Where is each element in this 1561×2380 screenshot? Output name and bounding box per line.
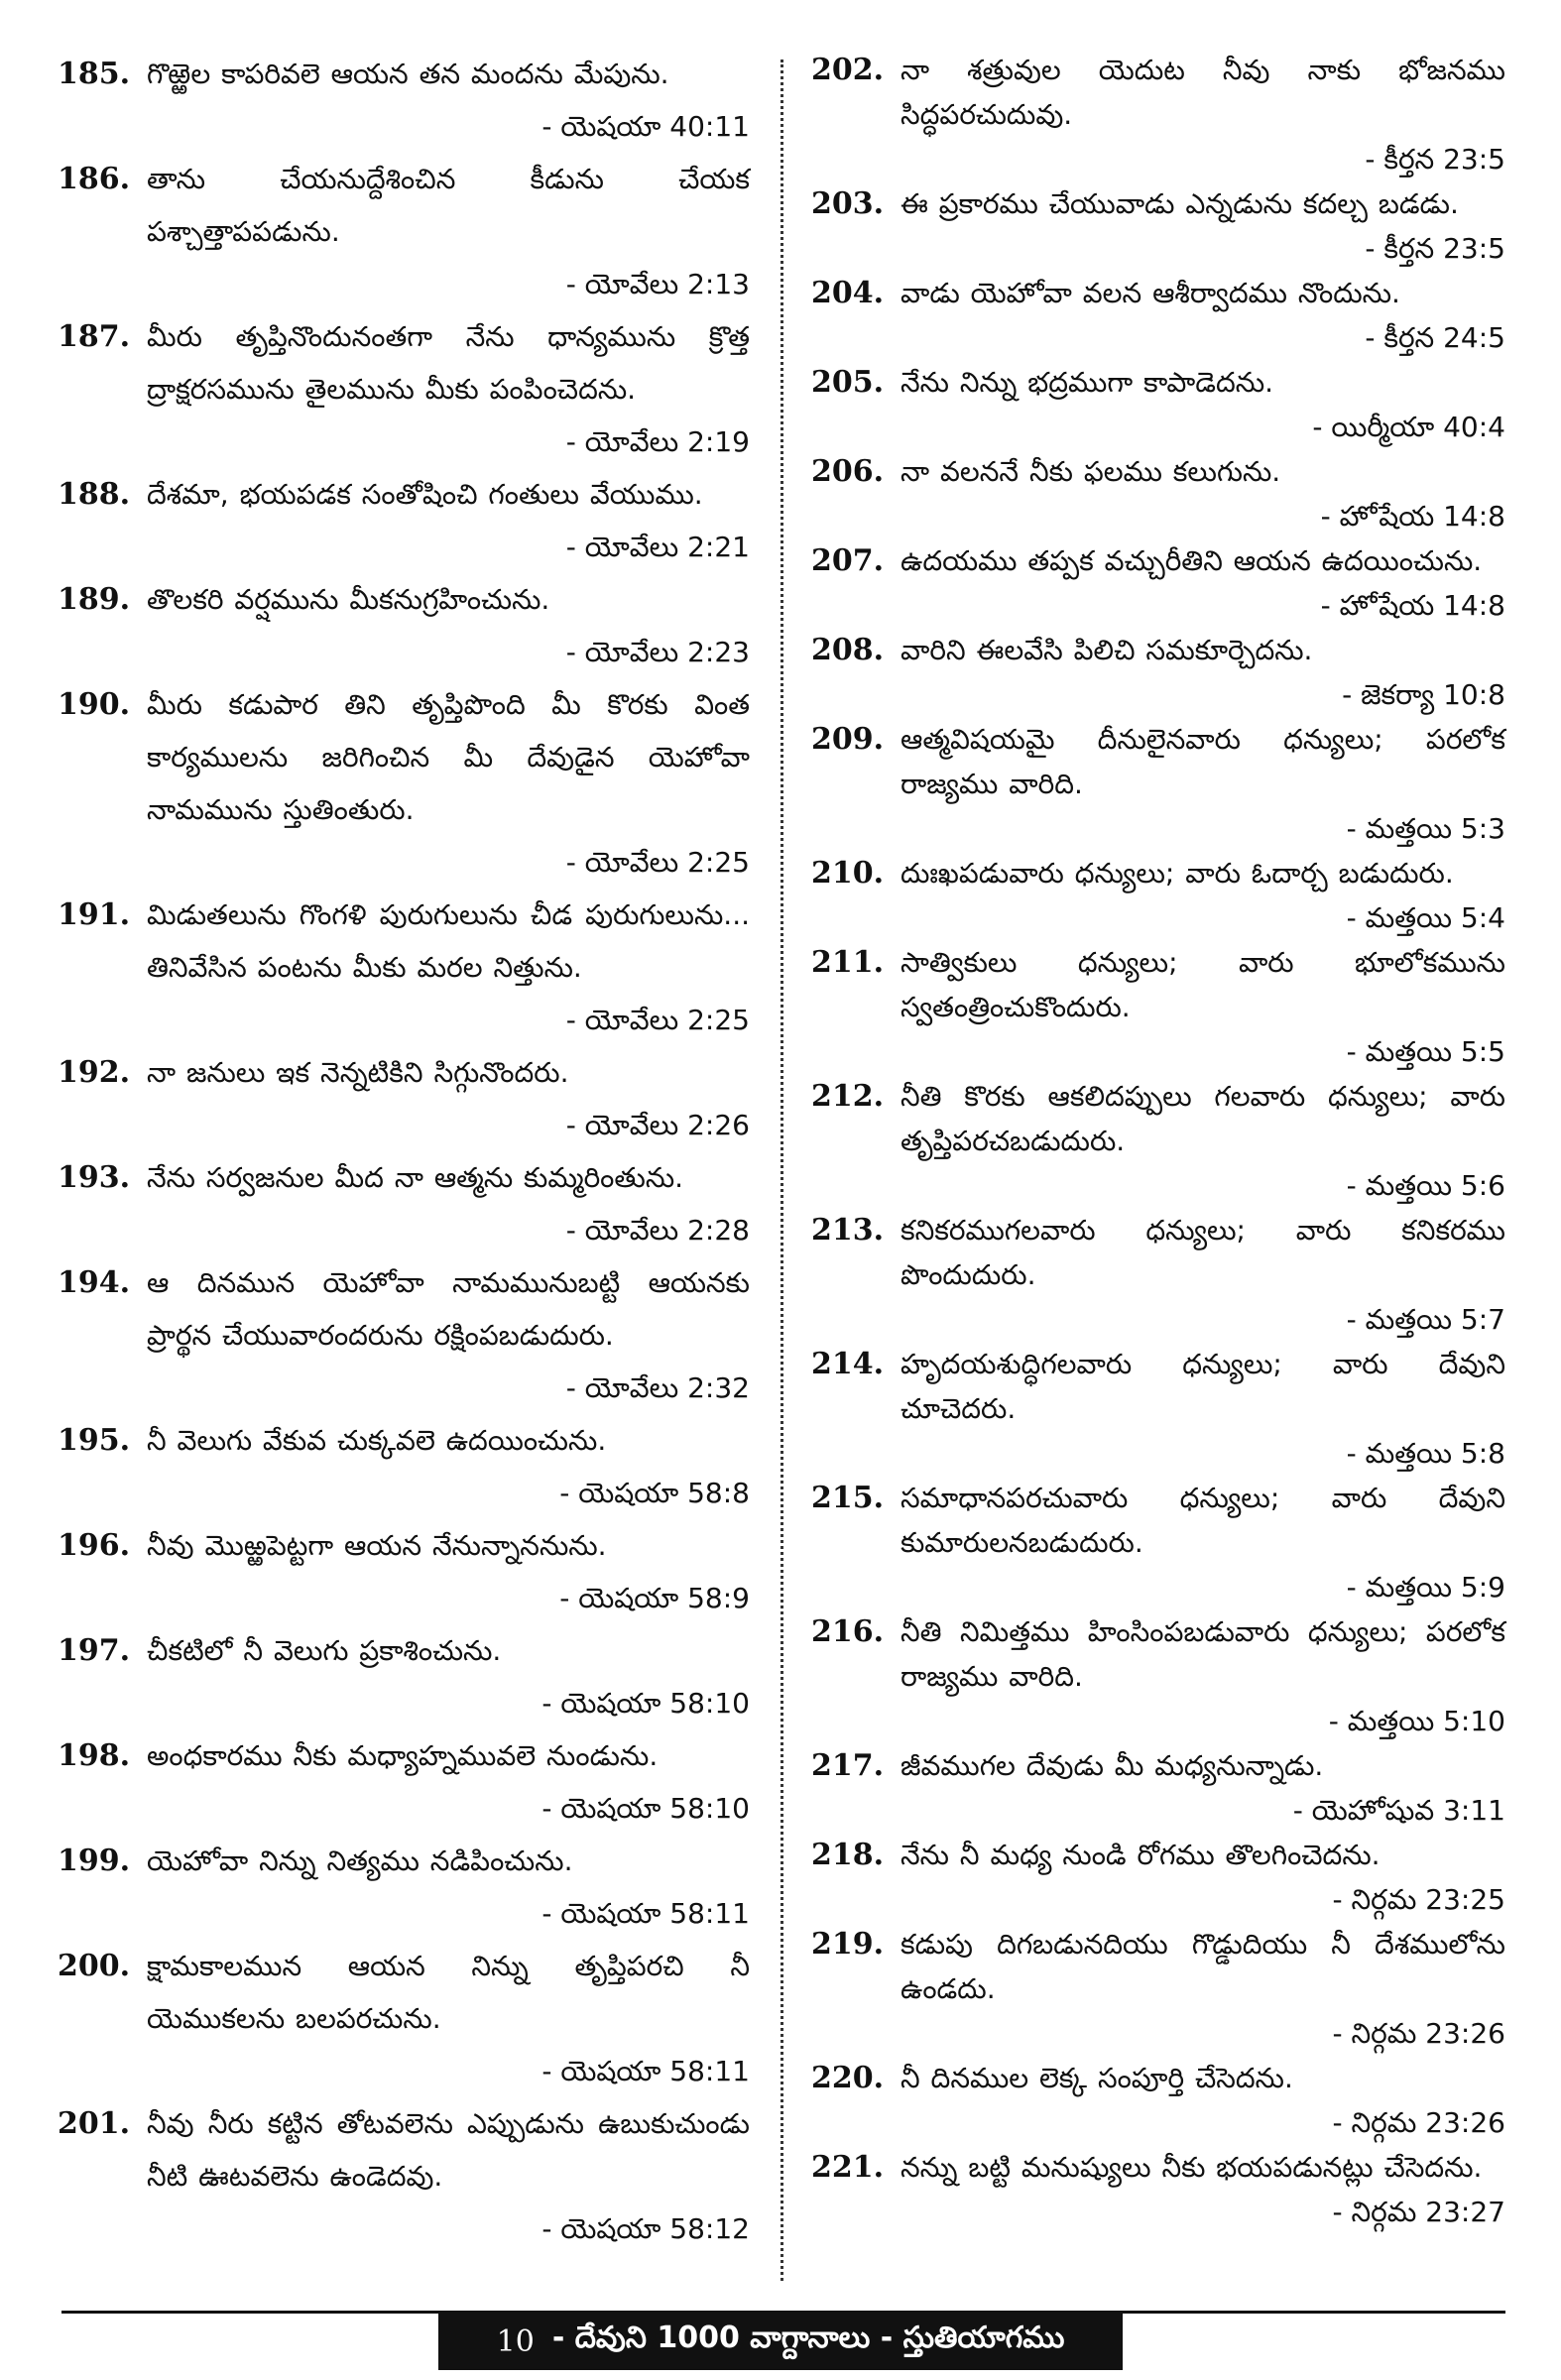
verse-text: వారిని ఈలవేసి పిలిచి సమకూర్చెదను. [901, 634, 1313, 666]
verse-text: వాడు యెహోవా వలన ఆశీర్వాదము నొందును. [901, 277, 1400, 309]
scripture-reference: - మత్తయి 5:5 [1346, 1035, 1505, 1068]
verse-number: 198. [58, 1738, 131, 1773]
verse-number: 207. [811, 543, 885, 578]
verse-entry [58, 48, 750, 153]
verse-text: తాను చేయనుద్దేశించిన కీడును చేయక పశ్చాత్తాపపడును. [147, 163, 750, 248]
verse-number: 190. [58, 687, 131, 722]
verse-row [58, 1940, 750, 2097]
verse-body [901, 360, 1505, 449]
verse-text: కనికరముగలవారు ధన్యులు; వారు కనికరము పొందుదురు. [901, 1214, 1505, 1291]
verse-entry [58, 889, 750, 1046]
scripture-reference: - యోవేలు 2:25 [565, 1004, 750, 1036]
scripture-reference: - మత్తయి 5:10 [1328, 1705, 1505, 1737]
verse-text: తొలకరి వర్షమును మీకనుగ్రహించును. [147, 583, 550, 616]
verse-number: 212. [811, 1079, 885, 1114]
verse-entry [58, 573, 750, 678]
verse-body [901, 48, 1505, 181]
verse-number: 193. [58, 1160, 131, 1195]
scripture-reference: - యెషయా 40:11 [541, 110, 750, 143]
verse-entry [58, 1046, 750, 1151]
verse-row [58, 1256, 750, 1414]
verse-row [811, 449, 1505, 538]
verse-body [901, 940, 1505, 1074]
verse-row [58, 310, 750, 468]
column-divider [780, 60, 783, 2281]
left-column [58, 48, 750, 2255]
verse-number: 203. [811, 186, 885, 221]
verse-entry [811, 538, 1505, 628]
verse-row [58, 468, 750, 573]
verse-body [147, 573, 750, 678]
verse-body [901, 2056, 1505, 2145]
verse-text: సాత్వికులు ధన్యులు; వారు భూలోకమును స్వతంత్రించుకొందురు. [901, 946, 1505, 1023]
verse-body [147, 1729, 750, 1835]
verse-number: 210. [811, 856, 885, 891]
verse-body [147, 1151, 750, 1256]
scripture-reference: - యెషయా 58:12 [541, 2212, 750, 2245]
verse-body [147, 468, 750, 573]
verse-entry [58, 1940, 750, 2097]
verse-body [147, 1519, 750, 1624]
scripture-reference: - మత్తయి 5:4 [1346, 901, 1505, 934]
verse-entry [58, 310, 750, 468]
verse-text: దేశమా, భయపడక సంతోషించి గంతులు వేయుము. [147, 478, 703, 511]
verse-entry [811, 1342, 1505, 1476]
verse-number: 192. [58, 1055, 131, 1090]
verse-number: 220. [811, 2061, 885, 2095]
verse-number: 219. [811, 1927, 885, 1962]
verse-body [901, 1609, 1505, 1743]
verse-body [147, 1046, 750, 1151]
verse-entry [811, 1074, 1505, 1208]
verse-row [58, 1414, 750, 1519]
scripture-reference: - యోవేలు 2:25 [565, 846, 750, 879]
scripture-reference: - నిర్గమ 23:25 [1332, 1883, 1505, 1916]
verse-number: 194. [58, 1265, 131, 1300]
verse-text: జీవముగల దేవుడు మీ మధ్యనున్నాడు. [901, 1749, 1324, 1782]
verse-number: 215. [811, 1481, 885, 1515]
verse-row [811, 1476, 1505, 1609]
verse-body [147, 1835, 750, 1940]
verse-text: నీతి నిమిత్తము హింసింపబడువారు ధన్యులు; పరలోక రాజ్యము వారిది. [901, 1615, 1505, 1693]
verse-body [901, 628, 1505, 717]
verse-entry [811, 1208, 1505, 1342]
scripture-reference: - మత్తయి 5:8 [1346, 1437, 1505, 1470]
verse-number: 218. [811, 1838, 885, 1872]
scripture-reference: - నిర్గమ 23:26 [1332, 2106, 1505, 2139]
verse-text: క్షామకాలమున ఆయన నిన్ను తృప్తిపరచి నీ యెముకలను బలపరచును. [147, 1950, 750, 2035]
scripture-reference: - కీర్తన 24:5 [1365, 321, 1505, 354]
verse-entry [811, 1743, 1505, 1833]
verse-body [147, 153, 750, 310]
verse-entry [58, 153, 750, 310]
verse-row [811, 360, 1505, 449]
scripture-reference: - యోవేలు 2:28 [565, 1214, 750, 1247]
verse-row [811, 1208, 1505, 1342]
scripture-reference: - మత్తయి 5:7 [1346, 1303, 1505, 1336]
verse-number: 217. [811, 1748, 885, 1783]
verse-text: అంధకారము నీకు మధ్యాహ్నమువలె నుండును. [147, 1739, 659, 1772]
verse-text: ఆత్మవిషయమై దీనులైనవారు ధన్యులు; పరలోక రాజ్యము వారిది. [901, 723, 1505, 800]
verse-number: 187. [58, 319, 131, 354]
verse-body [901, 1743, 1505, 1833]
verse-entry [811, 360, 1505, 449]
verse-row [58, 889, 750, 1046]
verse-number: 216. [811, 1614, 885, 1649]
verse-row [58, 1151, 750, 1256]
verse-number: 189. [58, 582, 131, 617]
verse-text: హృదయశుద్ధిగలవారు ధన్యులు; వారు దేవుని చూచెదరు. [901, 1348, 1505, 1425]
verse-body [901, 1074, 1505, 1208]
verse-body [901, 1342, 1505, 1476]
verse-text: నా వలననే నీకు ఫలము కలుగును. [901, 455, 1281, 488]
verse-row [811, 2056, 1505, 2145]
scripture-reference: - నిర్గమ 23:27 [1332, 2196, 1505, 2228]
verse-body [147, 1414, 750, 1519]
verse-text: గొఱ్ఱెల కాపరివలె ఆయన తన మందను మేపును. [147, 58, 669, 90]
verse-number: 202. [811, 53, 885, 87]
page-number: 10 [496, 2323, 535, 2359]
verse-number: 211. [811, 945, 885, 980]
verse-entry [811, 717, 1505, 851]
verse-body [147, 889, 750, 1046]
scripture-reference: - యోవేలు 2:21 [565, 531, 750, 563]
verse-number: 200. [58, 1949, 131, 1983]
verse-entry [811, 48, 1505, 181]
verse-number: 201. [58, 2106, 131, 2141]
verse-text: మీరు కడుపార తిని తృప్తిపొంది మీ కొరకు వింత కార్యములను జరిగించిన మీ దేవుడైన యెహోవా నామమును స్తుతింతురు. [147, 688, 750, 826]
verse-number: 195. [58, 1423, 131, 1458]
verse-text: నా శత్రువుల యెదుట నీవు నాకు భోజనము సిద్ధపరచుదువు. [901, 54, 1505, 131]
verse-entry [58, 2097, 750, 2255]
verse-text: ఉదయము తప్పక వచ్చురీతిని ఆయన ఉదయించును. [901, 544, 1483, 577]
verse-entry [811, 940, 1505, 1074]
scripture-reference: - యెషయా 58:11 [541, 2055, 750, 2087]
verse-number: 191. [58, 897, 131, 932]
verse-body [147, 1624, 750, 1729]
scripture-reference: - యోవేలు 2:32 [565, 1371, 750, 1404]
verse-text: చీకటిలో నీ వెలుగు ప్రకాశించును. [147, 1634, 502, 1667]
verse-entry [811, 2056, 1505, 2145]
scripture-reference: - మత్తయి 5:9 [1346, 1571, 1505, 1604]
verse-number: 185. [58, 57, 131, 91]
verse-row [811, 1833, 1505, 1922]
verse-body [147, 1256, 750, 1414]
verse-number: 213. [811, 1213, 885, 1248]
verse-number: 209. [811, 722, 885, 757]
scripture-reference: - జెకర్యా 10:8 [1342, 678, 1505, 711]
scripture-reference: - యెషయా 58:10 [541, 1792, 750, 1825]
verse-row [58, 1519, 750, 1624]
verse-text: యెహోవా నిన్ను నిత్యము నడిపించును. [147, 1844, 573, 1877]
verse-text: కడుపు దిగబడునదియు గొడ్డుదియు నీ దేశములోను ఉండదు. [901, 1928, 1505, 2005]
verse-row [58, 153, 750, 310]
verse-text: సమాధానపరచువారు ధన్యులు; వారు దేవుని కుమారులనబడుదురు. [901, 1482, 1505, 1559]
scripture-reference: - హోషేయ 14:8 [1320, 589, 1505, 622]
verse-text: దుఃఖపడువారు ధన్యులు; వారు ఓదార్చ బడుదురు. [901, 857, 1454, 890]
verse-text: మీరు తృప్తినొందునంతగా నేను ధాన్యమును క్రొత్త ద్రాక్షరసమును తైలమును మీకు పంపించెదను. [147, 320, 750, 406]
verse-number: 205. [811, 365, 885, 400]
verse-row [811, 48, 1505, 181]
verse-entry [58, 1256, 750, 1414]
verse-body [901, 538, 1505, 628]
verse-entry [811, 271, 1505, 360]
verse-row [58, 2097, 750, 2255]
scripture-reference: - కీర్తన 23:5 [1365, 143, 1505, 176]
verse-text: ఈ ప్రకారము చేయువాడు ఎన్నడును కదల్చ బడడు. [901, 187, 1459, 220]
verse-body [901, 851, 1505, 940]
verse-text: నీ వెలుగు వేకువ చుక్కవలె ఉదయించును. [147, 1424, 607, 1457]
scripture-reference: - యిర్మీయా 40:4 [1312, 411, 1505, 443]
verse-row [811, 2145, 1505, 2234]
verse-text: ఆ దినమున యెహోవా నామమునుబట్టి ఆయనకు ప్రార్థన చేయువారందరును రక్షింపబడుదురు. [147, 1266, 750, 1352]
verse-entry [58, 1151, 750, 1256]
verse-number: 204. [811, 276, 885, 310]
verse-number: 196. [58, 1528, 131, 1563]
verse-body [901, 1922, 1505, 2056]
verse-text: నేను నీ మధ్య నుండి రోగము తొలగించెదను. [901, 1839, 1381, 1871]
scripture-reference: - మత్తయి 5:6 [1346, 1169, 1505, 1202]
verse-body [147, 2097, 750, 2255]
verse-body [901, 181, 1505, 271]
verse-entry [58, 1729, 750, 1835]
scripture-reference: - యెషయా 58:11 [541, 1897, 750, 1930]
verse-body [901, 717, 1505, 851]
verse-entry [58, 1624, 750, 1729]
verse-row [811, 271, 1505, 360]
scripture-reference: - యెషయా 58:10 [541, 1687, 750, 1720]
verse-row [58, 678, 750, 889]
right-column [811, 48, 1505, 2234]
verse-entry [58, 1835, 750, 1940]
verse-row [811, 538, 1505, 628]
verse-entry [811, 2145, 1505, 2234]
verse-row [811, 851, 1505, 940]
verse-text: నీతి కొరకు ఆకలిదప్పులు గలవారు ధన్యులు; వారు తృప్తిపరచబడుదురు. [901, 1080, 1505, 1157]
verse-row [811, 1609, 1505, 1743]
verse-body [901, 449, 1505, 538]
verse-row [811, 940, 1505, 1074]
verse-row [811, 1743, 1505, 1833]
scripture-reference: - యోవేలు 2:13 [565, 268, 750, 300]
verse-number: 199. [58, 1844, 131, 1878]
verse-number: 206. [811, 454, 885, 489]
footer-bar [438, 2313, 1123, 2370]
verse-text: నా జనులు ఇక నెన్నటికిని సిగ్గునొందరు. [147, 1056, 569, 1089]
verse-row [811, 1342, 1505, 1476]
verse-row [58, 573, 750, 678]
scripture-reference: - హోషేయ 14:8 [1320, 500, 1505, 533]
verse-entry [811, 449, 1505, 538]
scripture-reference: - యోవేలు 2:26 [565, 1109, 750, 1141]
verse-row [58, 1624, 750, 1729]
verse-body [147, 48, 750, 153]
verse-number: 221. [811, 2150, 885, 2185]
verse-body [147, 1940, 750, 2097]
scripture-reference: - యోవేలు 2:19 [565, 425, 750, 458]
verse-body [901, 1833, 1505, 1922]
verse-entry [58, 1414, 750, 1519]
verse-entry [811, 1476, 1505, 1609]
verse-entry [811, 1922, 1505, 2056]
verse-number: 188. [58, 477, 131, 512]
verse-row [58, 1835, 750, 1940]
scripture-reference: - యోవేలు 2:23 [565, 636, 750, 668]
verse-row [811, 717, 1505, 851]
verse-text: నీ దినముల లెక్క సంపూర్తి చేసెదను. [901, 2062, 1293, 2094]
verse-text: నేను సర్వజనుల మీద నా ఆత్మను కుమ్మరింతును. [147, 1161, 684, 1194]
scripture-reference: - నిర్గమ 23:26 [1332, 2017, 1505, 2050]
verse-row [811, 628, 1505, 717]
verse-row [811, 1074, 1505, 1208]
verse-number: 186. [58, 162, 131, 196]
verse-row [811, 181, 1505, 271]
verse-entry [58, 1519, 750, 1624]
scripture-reference: - మత్తయి 5:3 [1346, 812, 1505, 845]
verse-body [901, 2145, 1505, 2234]
verse-number: 208. [811, 633, 885, 667]
verse-number: 214. [811, 1347, 885, 1381]
verse-body [147, 310, 750, 468]
verse-body [901, 1208, 1505, 1342]
scripture-reference: - యెషయా 58:8 [559, 1477, 750, 1509]
verse-body [901, 1476, 1505, 1609]
verse-entry [811, 1833, 1505, 1922]
verse-row [811, 1922, 1505, 2056]
footer-title: - దేవుని 1000 వాగ్దానాలు - స్తుతియాగము [551, 2320, 1065, 2355]
scripture-reference: - యెషయా 58:9 [559, 1582, 750, 1614]
scripture-reference: - యెహోషువ 3:11 [1292, 1794, 1505, 1827]
verse-text: నీవు నీరు కట్టిన తోటవలెను ఎప్పుడును ఉబుకుచుండు నీటి ఊటవలెను ఉండెదవు. [147, 2107, 750, 2193]
verse-entry [811, 628, 1505, 717]
verse-number: 197. [58, 1633, 131, 1668]
verse-text: మిడుతలును గొంగళి పురుగులును చీడ పురుగులును... తినివేసిన పంటను మీకు మరల నిత్తును. [147, 898, 750, 984]
verse-entry [811, 181, 1505, 271]
scripture-reference: - కీర్తన 23:5 [1365, 232, 1505, 265]
verse-text: నీవు మొఱ్ఱపెట్టగా ఆయన నేనున్నాననును. [147, 1529, 607, 1562]
verse-body [147, 678, 750, 889]
verse-entry [58, 678, 750, 889]
verse-entry [811, 851, 1505, 940]
verse-text: నేను నిన్ను భద్రముగా కాపాడెదను. [901, 366, 1274, 399]
verse-body [901, 271, 1505, 360]
verse-row [58, 48, 750, 153]
verse-entry [58, 468, 750, 573]
verse-entry [811, 1609, 1505, 1743]
verse-row [58, 1729, 750, 1835]
verse-row [58, 1046, 750, 1151]
verse-text: నన్ను బట్టి మనుష్యులు నీకు భయపడునట్లు చేసెదను. [901, 2151, 1483, 2184]
